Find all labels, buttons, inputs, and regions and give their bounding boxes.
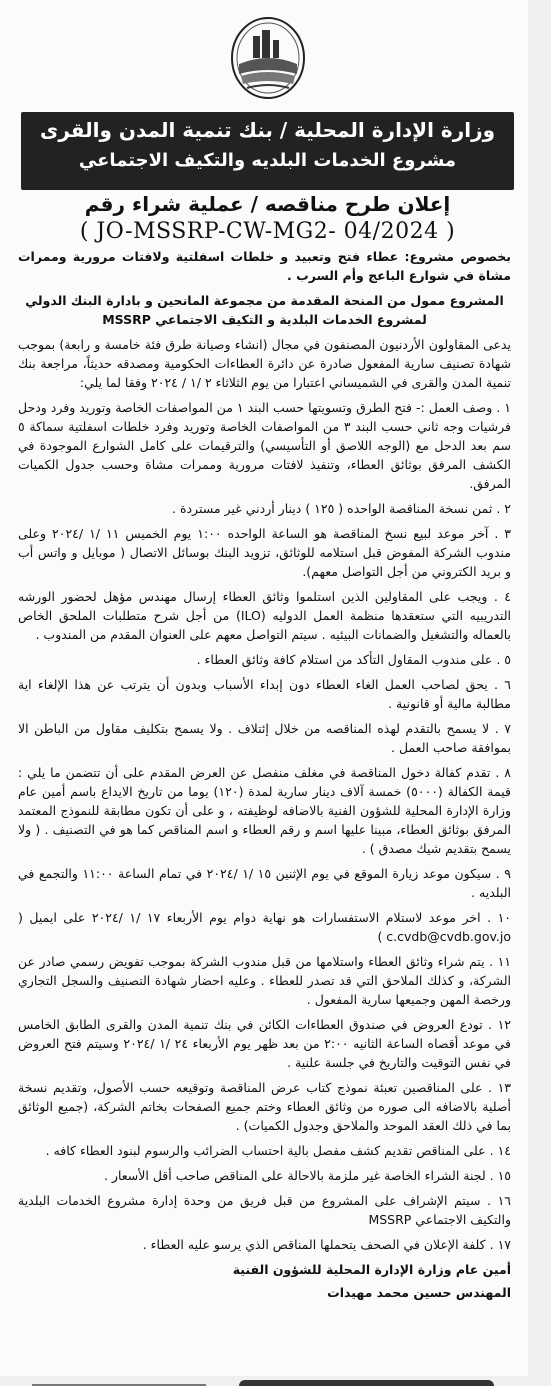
item-10: ١٠ . اخر موعد لاستلام الاستفسارات هو نهاية دوام يوم الأربعاء ١٧ /١ /٢٠٢٤ على ايميل ( c.cvdb@cvdb.gov.jo ) [18,910,512,944]
item-11: ١١ . يتم شراء وثائق العطاء واستلامها من قبل مندوب الشركة بموجب تفويض رسمي صادر عن الشركة، و كذلك الملاحق التي قد تصدر للعطاء . وعليه احضار شهادة التصنيف والسجل التجاري ورخصة المهن وجميعها سارية المفعول . [18,954,511,1007]
signature-name: المهندس حسين محمد مهيدات [327,1285,511,1300]
item-15: ١٥ . لجنة الشراء الخاصة غير ملزمة بالاحالة على المناقص صاحب أقل الأسعار . [103,1168,511,1183]
item-17: ١٧ . كلفة الإعلان في الصحف يتحملها المناقص الذي يرسو عليه العطاء . [142,1237,511,1252]
header-banner [21,112,514,190]
subject-line: بخصوص مشروع: عطاء فتح وتعبيد و خلطات اسفلتية ولافتات مرورية وممرات مشاة في شوارع الباعج وأم السرب . [18,249,511,283]
item-1: ١ . وصف العمل :- فتح الطرق وتسويتها حسب البند ١ من المواصفات الخاصة وتوريد وفرد ودحل فرشيات وجه ثاني حسب البند ٣ من المواصفات الخاصة وتوريد وفرد خلطات اسفلتية سماكة ٥ سم بعد الدحل مع (الوجه اللاصق أو التأسيسي) والترقيمات على كامل الشوارع الموجودة في الكشف المرفق بوثائق العطاء، وتنفيذ لافتات مرورية وممرات مشاة وحسب جدول الكميات المرفق. [18,400,511,491]
intro-paragraph: يدعى المقاولون الأردنيون المصنفون في مجال (انشاء وصيانة طرق فئة خامسة و رابعة) بموجب شهادة تصنيف سارية المفعول صادرة عن دائرة العطاءات الحكومية ومصدقه حديثاً، مراجعة بنك تنمية المدن والقرى في الشميساني اعتبارا من يوم الثلاثاء ٢ /١ / ٢٠٢٤ وفقا لما يلي: [18,337,511,390]
item-3: ٣ . آخر موعد لبيع نسخ المناقصة هو الساعة الواحده ١:٠٠ يوم الخميس ١١ /١ /٢٠٢٤ وعلى مندوب الشركة المفوض قبل استلامه للوثائق، تزويد البنك بوسائل الاتصال ( موبايل و واتس أب و بريد الكتروني من أجل التواصل معهم). [18,526,512,579]
tender-reference: ( JO-MSSRP-CW-MG2- 04/2024 ) [79,219,456,244]
item-2: ٢ . ثمن نسخة المناقصة الواحده ( ١٢٥ ) دينار أردني غير مستردة . [172,501,511,516]
project-name: مشروع الخدمات البلديه والتكيف الاجتماعي [78,150,457,171]
item-5: ٥ . على مندوب المقاول التأكد من استلام كافة وثائق العطاء . [196,652,511,667]
item-13: ١٣ . على المناقصين تعبئة نموذج كتاب عرض المناقصة وتوقيعه حسب الأصول، وتقديم نسخة أصلية بالاضافه الى صوره من وثائق العطاء وختم جميع الصفحات بخاتم الشركة، (جميع الوثائق بما في ذلك العقد الموحد والملاحق وجدول الكميات) . [18,1080,511,1133]
item-9: ٩ . سيكون موعد زيارة الموقع في يوم الإثنين ١٥ /١ /٢٠٢٤ في تمام الساعة ١١:٠٠ والتجمع في البلديه . [18,866,511,900]
item-4: ٤ . ويجب على المقاولين الذين استلموا وثائق العطاء إرسال مهندس مؤهل لحضور الورشه التدريبيه التي ستعقدها منظمة العمل الدوليه (ILO) من أجل شرح متطلبات الملحق الخاص بالعماله والتشغيل والضمانات البيئيه . سيتم التواصل معهم على العنوان المقدم من المندوب . [18,589,511,642]
announcement-title: إعلان طرح مناقصه / عملية شراء رقم [84,192,451,216]
item-7: ٧ . لا يسمح بالتقدم لهذه المناقصه من خلال إئتلاف . ولا يسمح بتكليف مقاول من الباطن الا بموافقة صاحب العمل . [18,721,511,755]
signature-title: أمين عام وزارة الإدارة المحلية للشؤون الفنية [232,1262,511,1277]
item-6: ٦ . يحق لصاحب العمل الغاء العطاء دون إبداء الأسباب وبدون أن يترتب عن هذا الإلغاء اية مطالبة مالية أو قانونية . [18,677,511,711]
announcement-body [18,247,511,1302]
item-14: ١٤ . على المناقص تقديم كشف مفصل بالية احتساب الضرائب والرسوم لبنود العطاء كافه . [45,1143,511,1158]
bottom-tab-right[interactable] [239,1380,494,1386]
ministry-name: وزارة الإدارة المحلية / بنك تنمية المدن والقرى [39,118,496,142]
funding-line: المشروع ممول من المنحة المقدمة من مجموعة المانحين و بادارة البنك الدولي لمشروع الخدمات البلدية و التكيف الاجتماعي MSSRP [25,293,504,327]
right-margin [528,0,551,1386]
item-12: ١٢ . تودع العروض في صندوق العطاءات الكائن في بنك تنمية المدن والقرى الطابق الخامس في موعد أقصاه الساعة الثانيه ٢:٠٠ من بعد ظهر يوم الأربعاء ٢٤ /١ /٢٠٢٤ وسيتم فتح العروض في نفس التوقيت والتاريخ في جلسة علنية . [18,1017,511,1070]
bank-logo [229,14,307,102]
item-16: ١٦ . سيتم الإشراف على المشروع من قبل فريق من وحدة إدارة مشروع الخدمات البلدية والتكيف الاجتماعي MSSRP [18,1193,511,1227]
item-8: ٨ . تقدم كفالة دخول المناقصة في مغلف منفصل عن العرض المقدم على أن تتضمن ما يلي : قيمة الكفالة (٥٠٠٠) خمسة آلاف دينار سارية لمدة (١٢٠) يوما من تاريخ الايداع باسم أمين عام وزارة الإدارة المحلية للشؤون الفنية بالاضافه لوظيفته ، و على أن تكون مطابقة للنموذج المعتمد المرفق بوثائق العطاء، مبينا عليها اسم و رقم العطاء و اسم المناقص كما هو في التصنيف . ( ولا يسمح بتقديم شيك مصدق ) . [18,765,511,856]
